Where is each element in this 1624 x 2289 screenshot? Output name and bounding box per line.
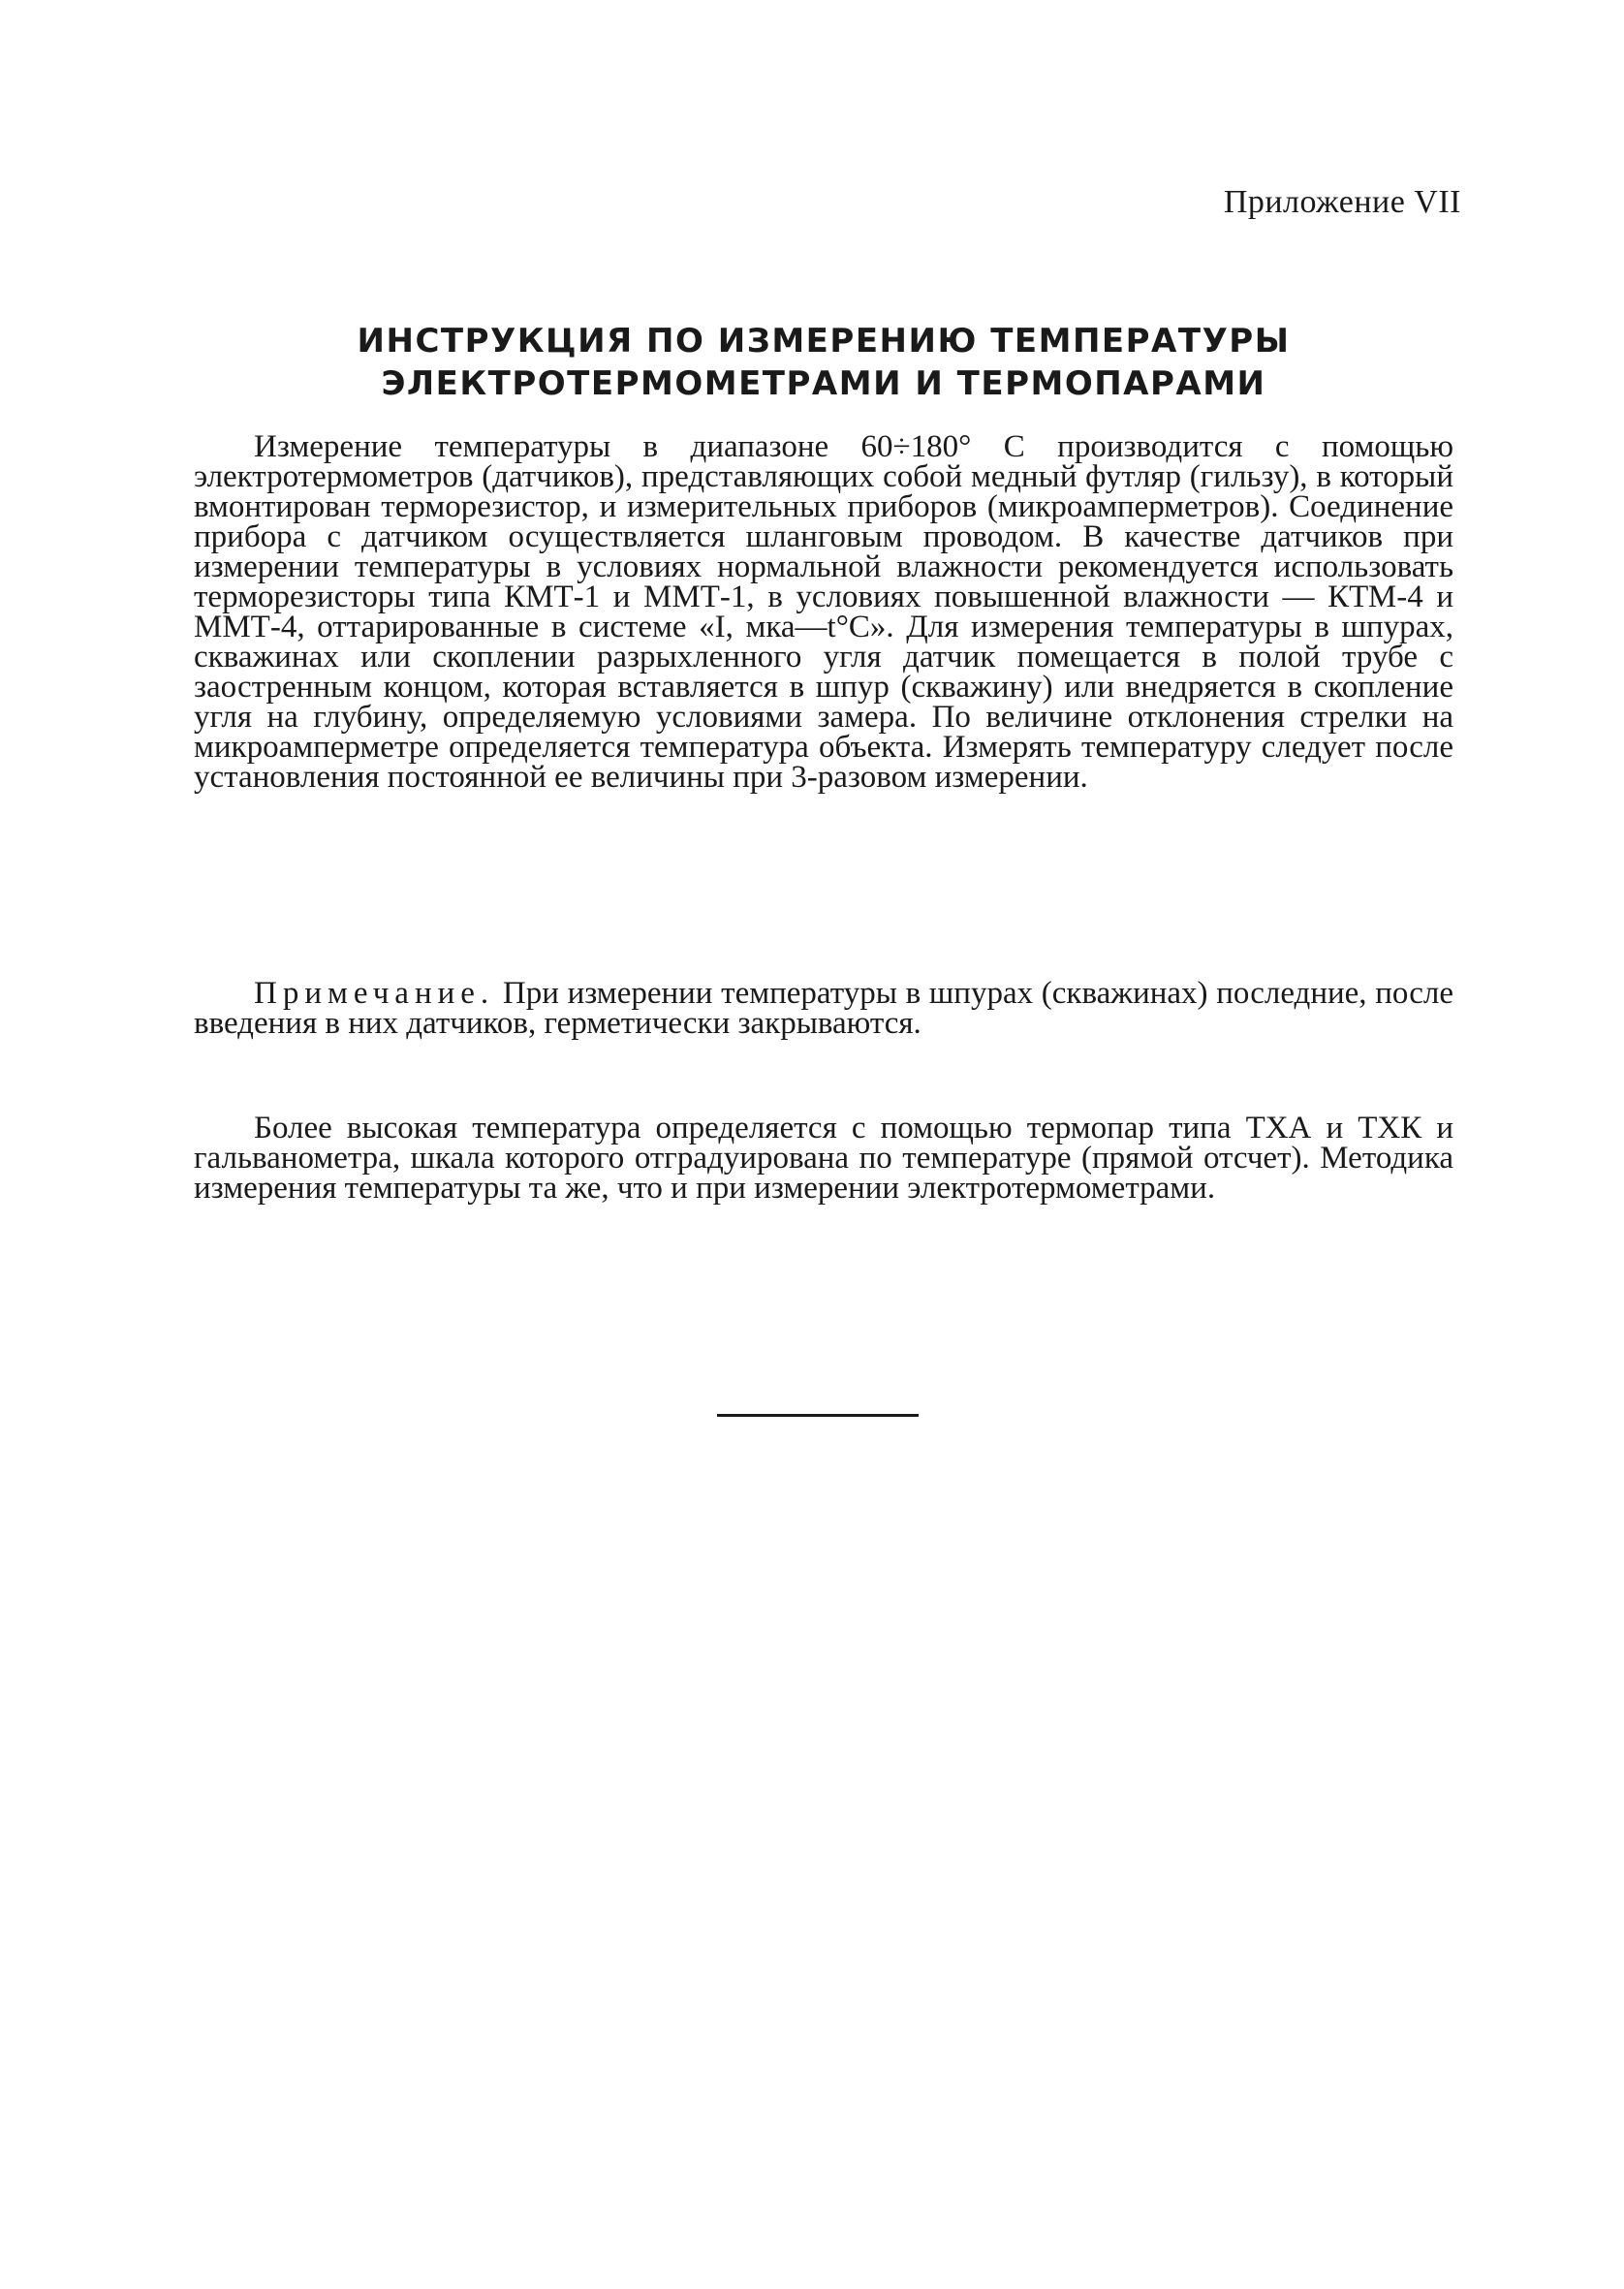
note-label: Примечание.: [254, 976, 495, 1011]
note-text: При измерении температуры в шпурах (скважинах) последние, после введения в них датчиков, герметически закрываются.: [194, 976, 1453, 1041]
paragraph-main: Измерение температуры в диапазоне 60÷180° С производится с помощью электротермометров (датчиков), представляющих собой медный футляр (гильзу), в который вмонтирован терморезистор, и измерительных приборов (микроамперметров). Соединение прибора с датчиком осуществляется шланговым проводом. В качестве датчиков при измерении температуры в условиях нормальной влажности рекомендуется использовать терморезисторы типа КМТ-1 и ММТ-1, в условиях повышенной влажности — КТМ-4 и ММТ-4, оттарированные в системе «I, мка—t°C». Для измерения температуры в шпурах, скважинах или скоплении разрыхленного угля датчик помещается в полой трубе с заостренным концом, которая вставляется в шпур (скважину) или внедряется в скопление угля на глубину, определяемую условиями замера. По величине отклонения стрелки на микроамперметре определяется температура объекта. Измерять температуру следует после установления постоянной ее величины при 3-разовом измерении.: [194, 429, 1453, 795]
title-line-2: ЭЛЕКТРОТЕРМОМЕТРАМИ И ТЕРМОПАРАМИ: [381, 364, 1266, 403]
paragraph-final: Более высокая температура определяется с помощью термопар типа ТХА и ТХК и гальванометра, шкала которого отградуирована по температуре (прямой отсчет). Методика измерения температуры та же, что и при измерении электротермометрами.: [194, 1111, 1453, 1206]
paragraph-note: [194, 976, 1453, 1041]
title-line-1: ИНСТРУКЦИЯ ПО ИЗМЕРЕНИЮ ТЕМПЕРАТУРЫ: [357, 322, 1291, 361]
document-title: [194, 320, 1453, 405]
separator-rule: [717, 1414, 919, 1417]
appendix-label: Приложение VII: [1223, 184, 1461, 220]
